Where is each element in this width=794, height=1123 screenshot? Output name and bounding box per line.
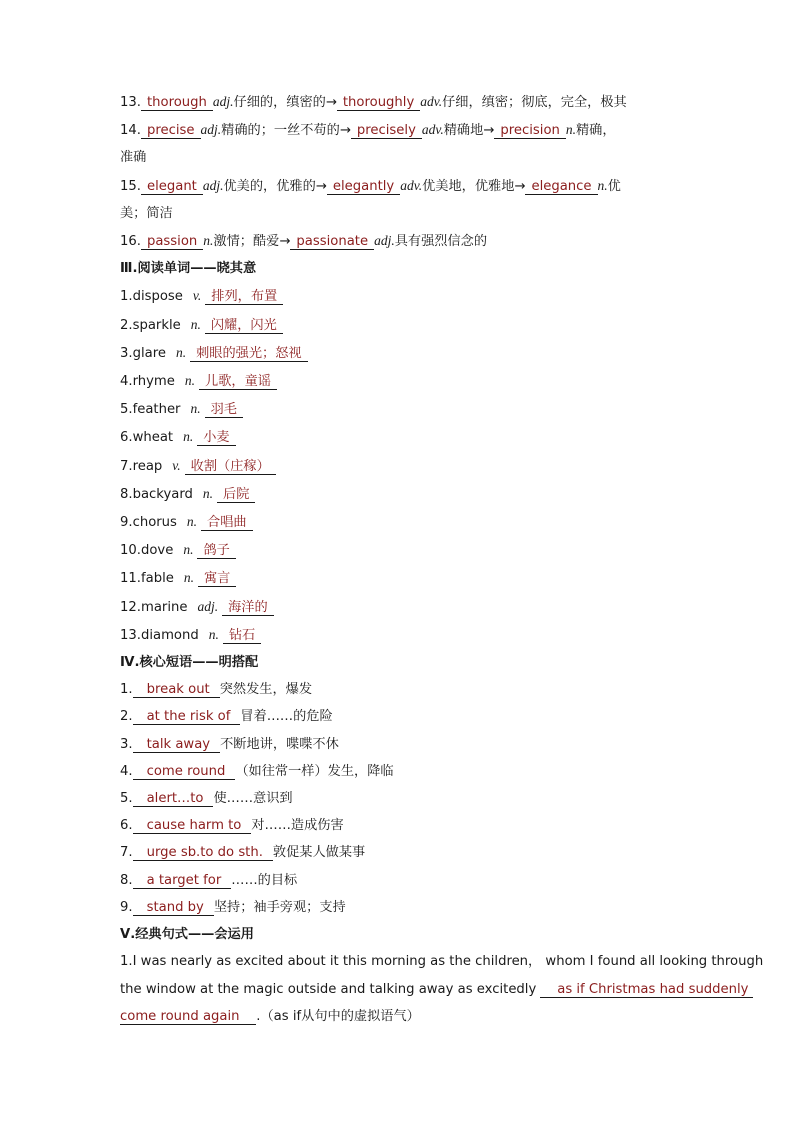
meaning: 突然发生，爆发 <box>219 682 313 698</box>
answer-blank: elegance <box>525 179 597 195</box>
part-of-speech: adj. <box>212 94 234 109</box>
part-of-speech: v. <box>192 288 202 304</box>
vocab-form-item <box>120 116 676 144</box>
answer-blank: thoroughly <box>337 95 420 111</box>
answer-blank: 儿歌，童谣 <box>199 374 277 390</box>
answer-blank: 海洋的 <box>222 600 274 616</box>
meaning: ……的目标 <box>231 872 298 888</box>
answer-blank: 鸽子 <box>197 543 235 559</box>
part-of-speech: adj. <box>197 598 219 614</box>
meaning: 对……造成伤害 <box>251 818 344 834</box>
definition: 精确， <box>576 123 616 139</box>
reading-word-item <box>120 311 676 339</box>
part-of-speech: adj. <box>200 122 222 138</box>
reading-word-item <box>120 564 676 592</box>
phrase-item <box>120 676 676 703</box>
meaning: 不断地讲，喋喋不休 <box>220 736 339 752</box>
worksheet-page <box>120 88 764 1030</box>
answer-blank: precisely <box>351 123 422 139</box>
part-of-speech: n. <box>190 401 201 417</box>
sentence-note: .（as if从句中的虚拟语气） <box>256 1008 420 1024</box>
part-of-speech: n. <box>183 542 194 558</box>
definition: 优美地，优雅地→ <box>422 178 526 194</box>
word: 6.wheat <box>120 430 174 446</box>
phrase-item <box>120 703 676 730</box>
phrase-item <box>120 867 676 894</box>
reading-words-list <box>120 282 676 649</box>
definition: 精确地→ <box>443 123 495 139</box>
reading-word-item <box>120 621 676 649</box>
answer-blank: precise <box>141 123 201 139</box>
answer-blank: 闪耀，闪光 <box>205 318 283 334</box>
section-core-phrases-heading: Ⅳ.核心短语——明搭配 <box>120 655 259 671</box>
answer-blank: break out <box>133 682 220 698</box>
reading-word-item <box>120 593 676 621</box>
answer-blank: a target for <box>133 873 232 889</box>
word: 4.rhyme <box>120 374 175 390</box>
item-number: 1. <box>120 682 133 698</box>
word: 5.feather <box>120 402 181 418</box>
vocab-forms-list <box>120 88 676 255</box>
item-number: 2. <box>120 709 133 725</box>
item-number: 6. <box>120 818 133 834</box>
definition: 精确的；一丝不苟的→ <box>221 123 351 139</box>
section-reading-words-heading: Ⅲ.阅读单词——晓其意 <box>120 261 257 277</box>
part-of-speech: adj. <box>202 177 224 193</box>
part-of-speech: n. <box>565 122 576 138</box>
reading-word-item <box>120 339 676 367</box>
definition: 仔细的，缜密的→ <box>233 95 337 110</box>
answer-blank: precision <box>494 123 566 139</box>
meaning: （如往常一样）发生，降临 <box>235 763 394 779</box>
answer-blank: at the risk of <box>133 709 241 725</box>
item-number: 14. <box>120 123 141 139</box>
sentence-item <box>120 948 764 1030</box>
reading-word-item <box>120 395 676 423</box>
part-of-speech: adv. <box>420 94 443 109</box>
word: 8.backyard <box>120 486 193 502</box>
reading-word-item <box>120 282 676 310</box>
item-number: 5. <box>120 791 133 807</box>
part-of-speech: n. <box>190 316 201 332</box>
word: 9.chorus <box>120 515 177 531</box>
part-of-speech: n. <box>175 344 187 360</box>
answer-blank: elegant <box>141 179 203 195</box>
answer-blank: 寓言 <box>198 571 236 587</box>
reading-word-item <box>120 480 676 508</box>
item-number: 13. <box>120 95 141 110</box>
answer-blank: stand by <box>133 900 214 916</box>
phrase-item <box>120 731 676 758</box>
part-of-speech: n. <box>184 373 196 389</box>
answer-blank: elegantly <box>327 179 400 195</box>
phrase-item <box>120 758 676 785</box>
word: 13.diamond <box>120 627 199 643</box>
definition: 优美的，优雅的→ <box>223 178 327 194</box>
part-of-speech: n. <box>202 485 214 501</box>
answer-blank: passionate <box>290 234 374 250</box>
sentence-line-1: 1.I was nearly as excited about it this morning as the children， whom I found all looking through <box>120 954 764 970</box>
reading-word-item <box>120 367 676 395</box>
word: 11.fable <box>120 571 174 587</box>
definition: 仔细，缜密；彻底，完全，极其 <box>442 95 627 110</box>
part-of-speech: n. <box>183 429 194 445</box>
answer-blank: come round <box>133 764 236 780</box>
vocab-form-item <box>120 88 676 116</box>
item-number: 7. <box>120 845 133 861</box>
meaning: 坚持；袖手旁观；支持 <box>213 899 346 915</box>
phrase-item <box>120 812 676 839</box>
phrase-item <box>120 839 676 866</box>
part-of-speech: adv. <box>400 177 423 193</box>
part-of-speech: n. <box>208 626 219 642</box>
definition: 具有强烈信念的 <box>394 234 488 250</box>
reading-word-item <box>120 508 676 536</box>
definition-continued: 准确 <box>120 150 147 166</box>
item-number: 3. <box>120 736 133 752</box>
reading-word-item <box>120 423 676 451</box>
part-of-speech: adj. <box>374 233 395 249</box>
answer-blank: 钻石 <box>223 628 261 644</box>
phrase-item <box>120 894 676 921</box>
part-of-speech: n. <box>186 514 198 530</box>
answer-blank: 合唱曲 <box>201 515 253 531</box>
word: 7.reap <box>120 458 163 474</box>
sentence-answer-part-1: as if Christmas had suddenly <box>540 982 752 998</box>
core-phrases-list <box>120 676 676 921</box>
definition: 激情；酷爱→ <box>213 234 291 250</box>
meaning: 使……意识到 <box>213 791 293 807</box>
word: 10.dove <box>120 543 174 559</box>
part-of-speech: n. <box>203 233 214 249</box>
part-of-speech: n. <box>183 570 194 586</box>
answer-blank: urge sb.to do sth. <box>133 845 273 861</box>
answer-blank: passion <box>141 234 203 250</box>
word: 3.glare <box>120 345 166 361</box>
vocab-form-item <box>120 227 676 255</box>
reading-word-item <box>120 536 676 564</box>
vocab-form-item <box>120 172 676 200</box>
item-number: 15. <box>120 178 141 194</box>
word: 12.marine <box>120 599 188 615</box>
answer-blank: alert…to <box>133 791 214 807</box>
sentence-line-2 <box>120 976 749 1003</box>
part-of-speech: adv. <box>421 122 444 138</box>
definition-continued: 美；简洁 <box>120 205 173 221</box>
meaning: 敦促某人做某事 <box>272 845 366 861</box>
word: 2.sparkle <box>120 317 181 333</box>
answer-blank: thorough <box>141 95 213 111</box>
sentence-answer-part-2: come round again <box>120 1008 240 1024</box>
definition: 优 <box>607 178 621 194</box>
answer-blank: cause harm to <box>133 818 252 834</box>
item-number: 4. <box>120 763 133 779</box>
word: 1.dispose <box>120 289 183 305</box>
answer-blank: 小麦 <box>197 430 235 446</box>
sentence-line-2-text: the window at the magic outside and talking away as excitedly <box>120 981 541 997</box>
part-of-speech: v. <box>172 457 181 473</box>
part-of-speech: n. <box>597 177 608 193</box>
reading-word-item <box>120 452 676 480</box>
answer-blank: talk away <box>133 737 221 753</box>
answer-blank: 刺眼的强光；怒视 <box>190 346 308 362</box>
item-number: 9. <box>120 899 133 915</box>
item-number: 8. <box>120 872 133 888</box>
answer-blank: 羽毛 <box>205 402 243 418</box>
sentence-line-3 <box>120 1003 676 1030</box>
item-number: 16. <box>120 234 141 250</box>
answer-blank: 排列，布置 <box>205 289 283 305</box>
meaning: 冒着……的危险 <box>240 709 333 725</box>
section-classic-sentences-heading: Ⅴ.经典句式——会运用 <box>120 927 254 943</box>
phrase-item <box>120 785 676 812</box>
answer-blank: 后院 <box>217 487 255 503</box>
answer-blank: 收割（庄稼） <box>185 459 276 475</box>
